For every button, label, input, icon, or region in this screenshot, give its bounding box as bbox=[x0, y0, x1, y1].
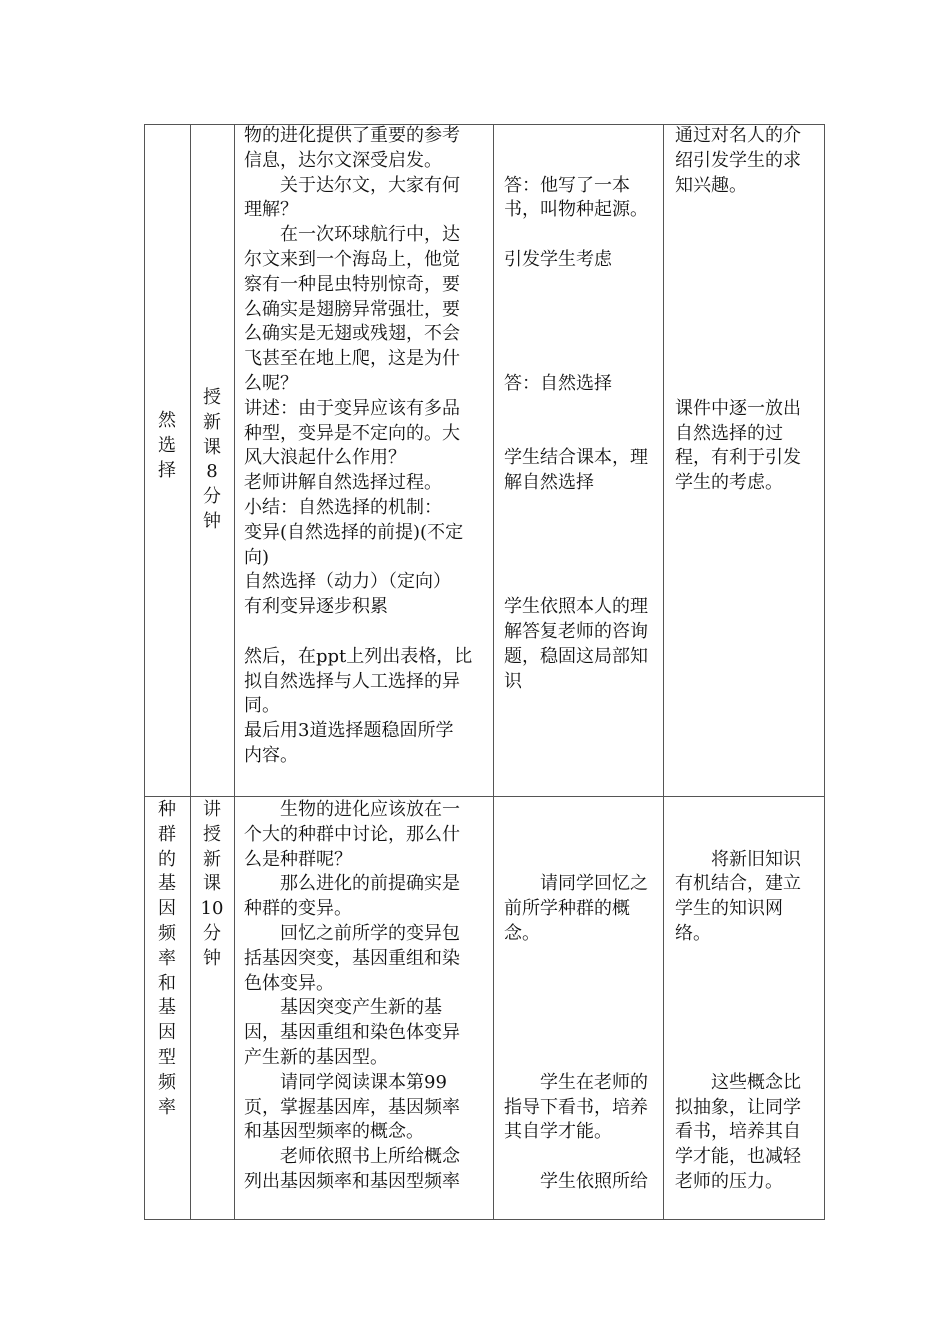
intent-line: 将新旧知识 bbox=[711, 848, 801, 870]
student-line: 念。 bbox=[504, 923, 540, 944]
topic-char: 基 bbox=[158, 997, 176, 1019]
teacher-line: 老师讲解自然选择过程。 bbox=[244, 472, 442, 494]
intent-line: 有机结合，建立 bbox=[675, 873, 801, 895]
method-char: 钟 bbox=[203, 510, 221, 532]
teacher-line: 变异(自然选择的前提)(不定 bbox=[244, 521, 464, 543]
teacher-line: 风大浪起什么作用？ bbox=[244, 447, 406, 469]
teacher-line: 么确实是翅膀异常强壮，要 bbox=[244, 298, 460, 320]
method-char: 授 bbox=[203, 823, 221, 845]
teacher-line: 拟自然选择与人工选择的异 bbox=[244, 670, 460, 692]
student-line: 学生结合课本，理 bbox=[504, 447, 648, 469]
student-line: 解答复老师的咨询 bbox=[504, 621, 648, 642]
topic-char: 因 bbox=[158, 1022, 176, 1044]
student-line: 请同学回忆之 bbox=[540, 873, 648, 895]
method-char: 分 bbox=[203, 922, 221, 944]
teacher-line: 察有一种昆虫特别惊奇，要 bbox=[244, 273, 460, 295]
teacher-line: 信息，达尔文深受启发。 bbox=[244, 149, 442, 171]
topic-char: 型 bbox=[158, 1046, 176, 1068]
intent-line: 看书，培养其自 bbox=[675, 1121, 801, 1143]
topic-char: 频 bbox=[158, 922, 176, 944]
teacher-line: 和基因型频率的概念。 bbox=[244, 1121, 424, 1143]
intent-line: 这些概念比 bbox=[711, 1071, 801, 1093]
topic-char: 频 bbox=[158, 1071, 176, 1093]
intent-line: 知兴趣。 bbox=[675, 174, 747, 196]
teacher-line: 列出基因频率和基因型频率 bbox=[244, 1170, 460, 1192]
topic-char: 基 bbox=[158, 873, 176, 895]
teacher-line: 回忆之前所学的变异包 bbox=[280, 922, 460, 944]
lesson-plan-table bbox=[144, 124, 825, 1220]
method-char: 新 bbox=[203, 848, 221, 870]
topic-char: 率 bbox=[158, 947, 176, 969]
teacher-line: 自然选择（动力）（定向） bbox=[244, 571, 451, 593]
method-char: 钟 bbox=[203, 947, 221, 969]
topic-char: 种 bbox=[158, 799, 176, 820]
col-divider bbox=[824, 124, 825, 1220]
student-line: 识 bbox=[504, 670, 522, 692]
student-line: 引发学生考虑 bbox=[504, 249, 612, 270]
topic-cell bbox=[152, 798, 182, 1120]
teacher-line: 因，基因重组和染色体变异 bbox=[244, 1022, 460, 1044]
teacher-line: 向) bbox=[244, 546, 270, 568]
teacher-line: 色体变异。 bbox=[244, 972, 334, 994]
row-divider bbox=[144, 796, 825, 797]
intent-line: 拟抽象，让同学 bbox=[675, 1096, 801, 1118]
method-cell bbox=[197, 798, 227, 972]
teacher-line bbox=[244, 620, 472, 645]
teacher-line: 最后用3道选择题稳固所学 bbox=[244, 720, 454, 742]
topic-char: 选 bbox=[158, 434, 176, 456]
method-char: 授 bbox=[203, 387, 221, 408]
teacher-line: 内容。 bbox=[244, 744, 298, 766]
method-char: 新 bbox=[203, 411, 221, 433]
teacher-line: 么确实是无翅或残翅，不会 bbox=[244, 323, 460, 345]
teacher-line: 物的进化提供了重要的参考 bbox=[244, 125, 460, 146]
teacher-line: 生物的进化应该放在一 bbox=[280, 799, 460, 820]
topic-char: 和 bbox=[158, 972, 176, 994]
student-line: 书，叫物种起源。 bbox=[504, 199, 648, 221]
intent-line: 学才能，也减轻 bbox=[675, 1146, 801, 1168]
method-char: 分 bbox=[203, 486, 221, 508]
method-char: 8 bbox=[206, 461, 218, 483]
student-line: 学生依照所给 bbox=[540, 1171, 648, 1192]
teacher-line: 在一次环球航行中，达 bbox=[280, 224, 460, 246]
teacher-line: 个大的种群中讨论，那么什 bbox=[244, 823, 460, 845]
teacher-line: 基因突变产生新的基 bbox=[280, 997, 442, 1019]
col-divider bbox=[493, 124, 494, 1220]
teacher-line: 种型，变异是不定向的。大 bbox=[244, 422, 460, 444]
student-line: 答：他写了一本 bbox=[504, 174, 630, 196]
teacher-line: 么呢？ bbox=[244, 372, 298, 394]
topic-char: 率 bbox=[158, 1096, 176, 1118]
teacher-line: 尔文来到一个海岛上，他觉 bbox=[244, 248, 460, 270]
intent-line: 络。 bbox=[675, 923, 711, 944]
teacher-activity-cell bbox=[244, 124, 472, 769]
teacher-line: 飞甚至在地上爬，这是为什 bbox=[244, 348, 460, 370]
topic-cell bbox=[152, 409, 182, 483]
topic-char: 群 bbox=[158, 823, 176, 845]
intent-line: 老师的压力。 bbox=[675, 1171, 783, 1192]
col-divider bbox=[144, 124, 145, 1220]
teacher-line: 页，掌握基因库，基因频率 bbox=[244, 1096, 460, 1118]
table-border-bottom bbox=[144, 1219, 825, 1220]
method-char: 课 bbox=[203, 873, 221, 895]
col-divider bbox=[234, 124, 235, 1220]
student-line: 学生依照本人的理 bbox=[504, 596, 648, 618]
student-line: 解自然选择 bbox=[504, 472, 594, 494]
topic-char: 的 bbox=[158, 848, 176, 870]
intent-line: 程，有利于引发 bbox=[675, 447, 801, 469]
method-char: 讲 bbox=[203, 799, 221, 820]
teacher-line: 小结：自然选择的机制： bbox=[244, 496, 442, 518]
teacher-line: 理解？ bbox=[244, 199, 298, 221]
teacher-activity-cell bbox=[244, 798, 460, 1195]
intent-line: 课件中逐一放出 bbox=[675, 397, 801, 419]
method-char: 10 bbox=[200, 898, 224, 920]
topic-char: 择 bbox=[158, 459, 176, 481]
intent-line: 学生的考虑。 bbox=[675, 472, 783, 494]
col-divider bbox=[190, 124, 191, 1220]
teacher-line: 老师依照书上所给概念 bbox=[280, 1146, 460, 1168]
teacher-line: 那么进化的前提确实是 bbox=[280, 873, 460, 895]
topic-char: 因 bbox=[158, 898, 176, 920]
method-char: 课 bbox=[203, 436, 221, 458]
intent-line: 通过对名人的介 bbox=[675, 125, 801, 146]
student-line: 学生在老师的 bbox=[540, 1071, 648, 1093]
student-line: 前所学种群的概 bbox=[504, 898, 630, 920]
teacher-line: 么是种群呢？ bbox=[244, 848, 352, 870]
intent-line: 自然选择的过 bbox=[675, 422, 783, 444]
method-cell bbox=[197, 386, 227, 535]
teacher-line: 种群的变异。 bbox=[244, 898, 352, 920]
topic-char: 然 bbox=[158, 410, 176, 431]
teacher-line: 同。 bbox=[244, 695, 280, 717]
col-divider bbox=[663, 124, 664, 1220]
student-line: 题，稳固这局部知 bbox=[504, 645, 648, 667]
teacher-line: 括基因突变，基因重组和染 bbox=[244, 947, 460, 969]
teacher-line: 有利变异逐步积累 bbox=[244, 596, 388, 618]
teacher-line: 产生新的基因型。 bbox=[244, 1046, 388, 1068]
student-line: 指导下看书，培养 bbox=[504, 1096, 648, 1118]
teacher-line: 讲述：由于变异应该有多品 bbox=[244, 397, 460, 419]
intent-line: 绍引发学生的求 bbox=[675, 149, 801, 171]
intent-line: 学生的知识网 bbox=[675, 898, 783, 920]
teacher-line: 然后，在ppt上列出表格，比 bbox=[244, 645, 473, 667]
student-line: 其自学才能。 bbox=[504, 1121, 612, 1143]
student-line: 答：自然选择 bbox=[504, 373, 612, 394]
teacher-line: 请同学阅读课本第99 bbox=[280, 1071, 447, 1093]
teacher-line: 关于达尔文，大家有何 bbox=[280, 174, 460, 196]
